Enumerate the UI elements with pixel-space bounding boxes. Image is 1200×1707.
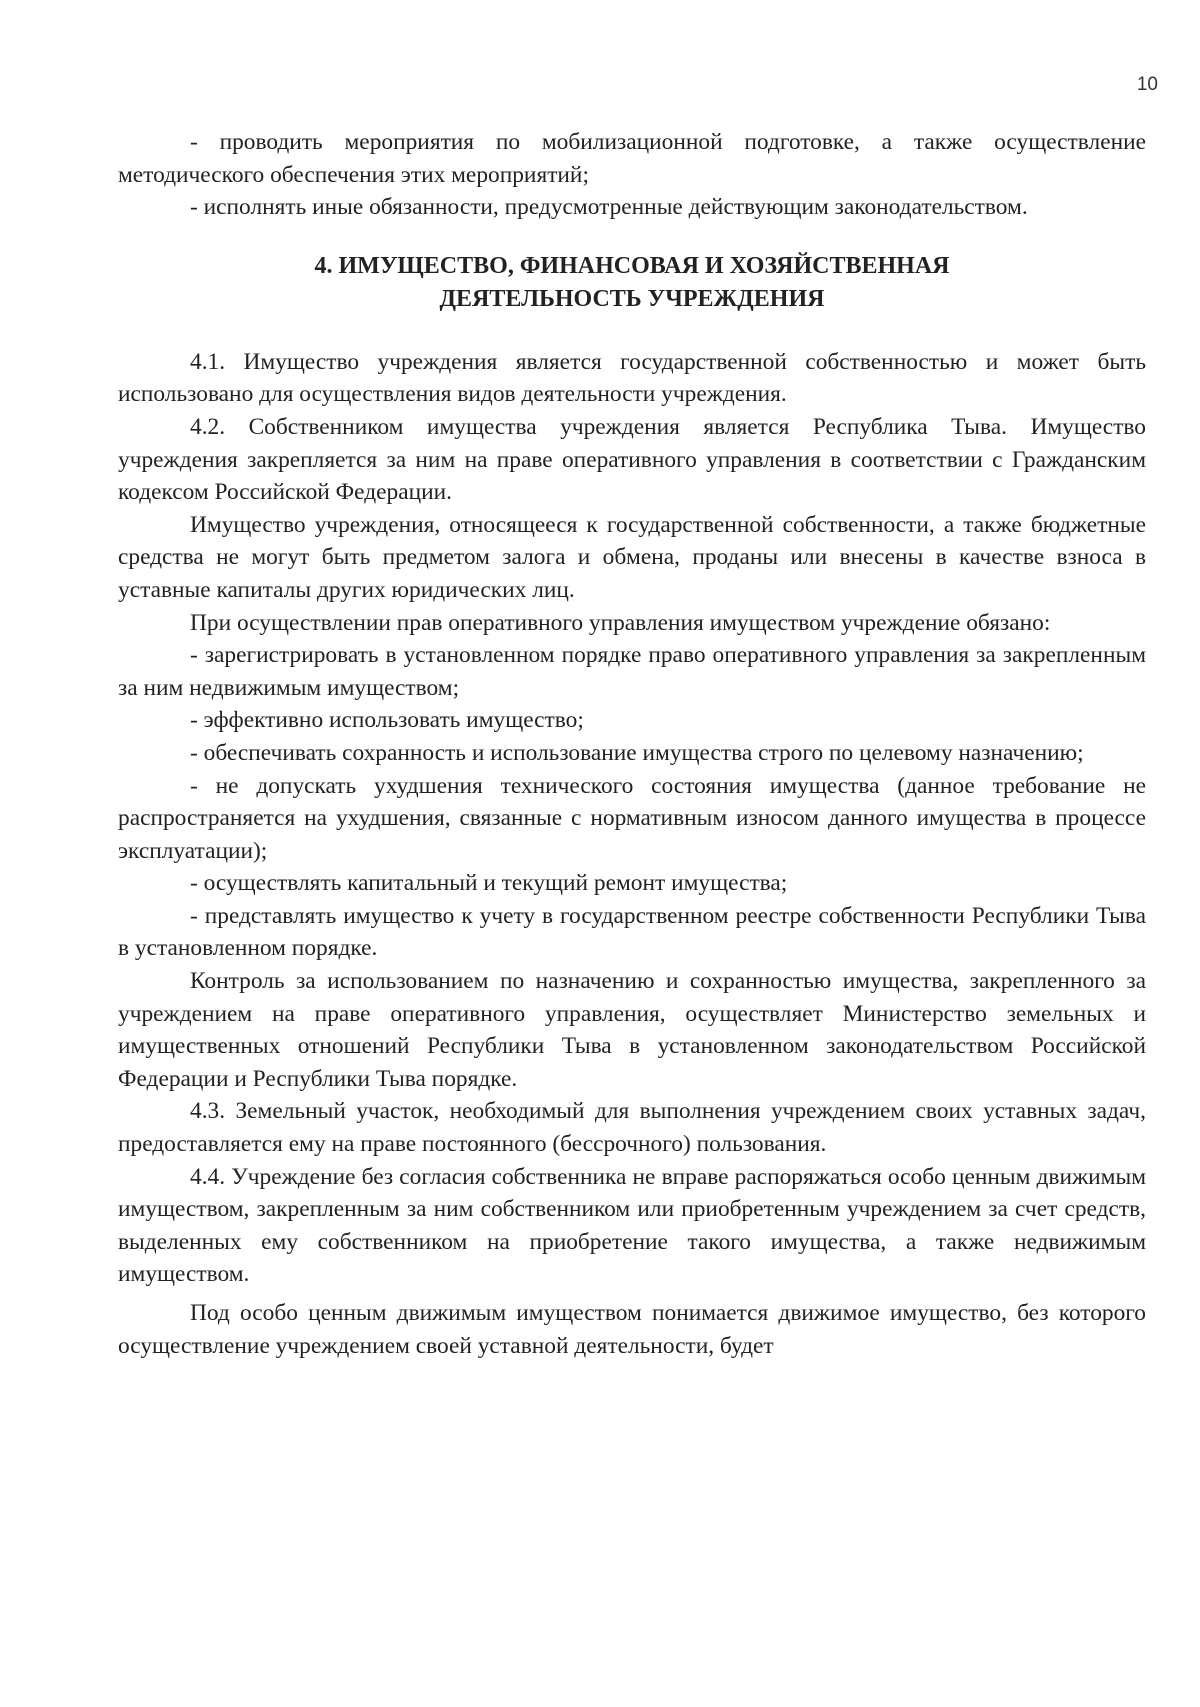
paragraph: 4.2. Собственником имущества учреждения является Республика Тыва. Имущество учреждения закрепляется за ним на праве оперативного управления в соответствии с Гражданским кодексом Российской Федерации.: [118, 413, 1146, 506]
page-number: 10: [1136, 74, 1158, 95]
list-item: - не допускать ухудшения технического состояния имущества (данное требование не распространяется на ухудшения, связанные с нормативным износом данного имущества в процессе эксплуатации);: [118, 772, 1146, 864]
list-item: - представлять имущество к учету в государственном реестре собственности Республики Тыва в установленном порядке.: [118, 902, 1146, 962]
paragraph: 4.4. Учреждение без согласия собственника не вправе распоряжаться особо ценным движимым имуществом, закрепленным за ним собственником или приобретенным учреждением за счет средств, выделенных ему собственником на приобретение такого имущества, а также недвижимым имуществом.: [118, 1163, 1146, 1288]
paragraph: - исполнять иные обязанности, предусмотренные действующим законодательством.: [190, 194, 1028, 221]
paragraph: 4.3. Земельный участок, необходимый для выполнения учреждением своих уставных задач, предоставляется ему на праве постоянного (бессрочного) пользования.: [118, 1098, 1146, 1158]
paragraph: Под особо ценным движимым имуществом понимается движимое имущество, без которого осуществление учреждением своей уставной деятельности, будет: [118, 1300, 1146, 1359]
list-item: - эффективно использовать имущество;: [190, 707, 584, 734]
section-heading-line: 4. ИМУЩЕСТВО, ФИНАНСОВАЯ И ХОЗЯЙСТВЕННАЯ: [314, 252, 950, 279]
list-item: - зарегистрировать в установленном порядке право оперативного управления за закрепленным за ним недвижимым имуществом;: [118, 642, 1146, 701]
paragraph: - проводить мероприятия по мобилизационной подготовке, а также осуществление методического обеспечения этих мероприятий;: [118, 129, 1146, 188]
section-heading-line: ДЕЯТЕЛЬНОСТЬ УЧРЕЖДЕНИЯ: [439, 285, 825, 312]
paragraph: При осуществлении прав оперативного управления имуществом учреждение обязано:: [190, 609, 1051, 636]
paragraph: 4.1. Имущество учреждения является государственной собственностью и может быть использовано для осуществления видов деятельности учреждения.: [118, 348, 1146, 408]
list-item: - обеспечивать сохранность и использование имущества строго по целевому назначению;: [190, 739, 1084, 766]
paragraph: Контроль за использованием по назначению и сохранностью имущества, закрепленного за учреждением на праве оперативного управления, осуществляет Министерство земельных и имущественных отношений Республики Тыва в установленном законодательством Российской Федерации и Республики Тыва порядке.: [118, 968, 1146, 1092]
section-heading: [118, 250, 1146, 316]
paragraph: Имущество учреждения, относящееся к государственной собственности, а также бюджетные средства не могут быть предметом залога и обмена, проданы или внесены в качестве взноса в уставные капиталы других юридических лиц.: [118, 511, 1146, 603]
list-item: - осуществлять капитальный и текущий ремонт имущества;: [190, 870, 788, 897]
document-body: [118, 126, 1146, 1362]
